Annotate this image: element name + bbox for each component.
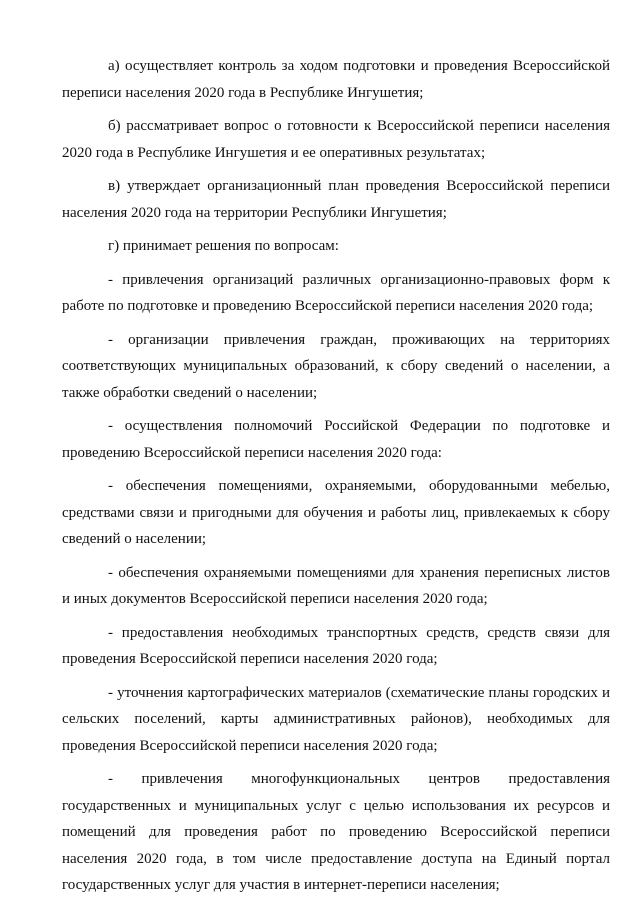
- list-item-powers: - осуществления полномочий Российской Федерации по подготовке и проведению Всероссийской переписи населения 2020 года:: [62, 418, 610, 461]
- paragraph-b: б) рассматривает вопрос о готовности к Всероссийской переписи населения 2020 года в Республике Ингушетия и ее оперативных результатах;: [62, 118, 610, 161]
- paragraph-a: а) осуществляет контроль за ходом подготовки и проведения Всероссийской переписи населения 2020 года в Республике Ингушетия;: [62, 58, 610, 101]
- list-item-premises: - обеспечения помещениями, охраняемыми, оборудованными мебелью, средствами связи и пригодными для обучения и работы лиц, привлекаемых к сбору сведений о населении;: [62, 478, 610, 547]
- list-item-organizations: - привлечения организаций различных организационно-правовых форм к работе по подготовке и проведению Всероссийской переписи населения 2020 года;: [62, 271, 610, 314]
- list-item-mfc: - привлечения многофункциональных центров предоставления государственных и муниципальных услуг с целью использования их ресурсов и помещений для проведения работ по проведению Всероссийской переписи населения 2020 года, в том числе предоставление доступа на Единый портал государственных услуг для участия в интернет-переписи населения;: [62, 771, 610, 893]
- list-item-maps: - уточнения картографических материалов (схематические планы городских и сельских поселений, карты административных районов), необходимых для проведения Всероссийской переписи населения 2020 года;: [62, 684, 610, 754]
- list-item-citizens: - организации привлечения граждан, проживающих на территориях соответствующих муниципальных образований, к сбору сведений о населении, а также обработки сведений о населении;: [62, 331, 610, 401]
- paragraph-v: в) утверждает организационный план проведения Всероссийской переписи населения 2020 года на территории Республики Ингушетия;: [62, 178, 610, 221]
- list-item-transport: - предоставления необходимых транспортных средств, средств связи для проведения Всероссийской переписи населения 2020 года;: [62, 624, 610, 667]
- list-item-storage: - обеспечения охраняемыми помещениями для хранения переписных листов и иных документов Всероссийской переписи населения 2020 года;: [62, 564, 610, 607]
- paragraph-g: г) принимает решения по вопросам:: [108, 238, 339, 254]
